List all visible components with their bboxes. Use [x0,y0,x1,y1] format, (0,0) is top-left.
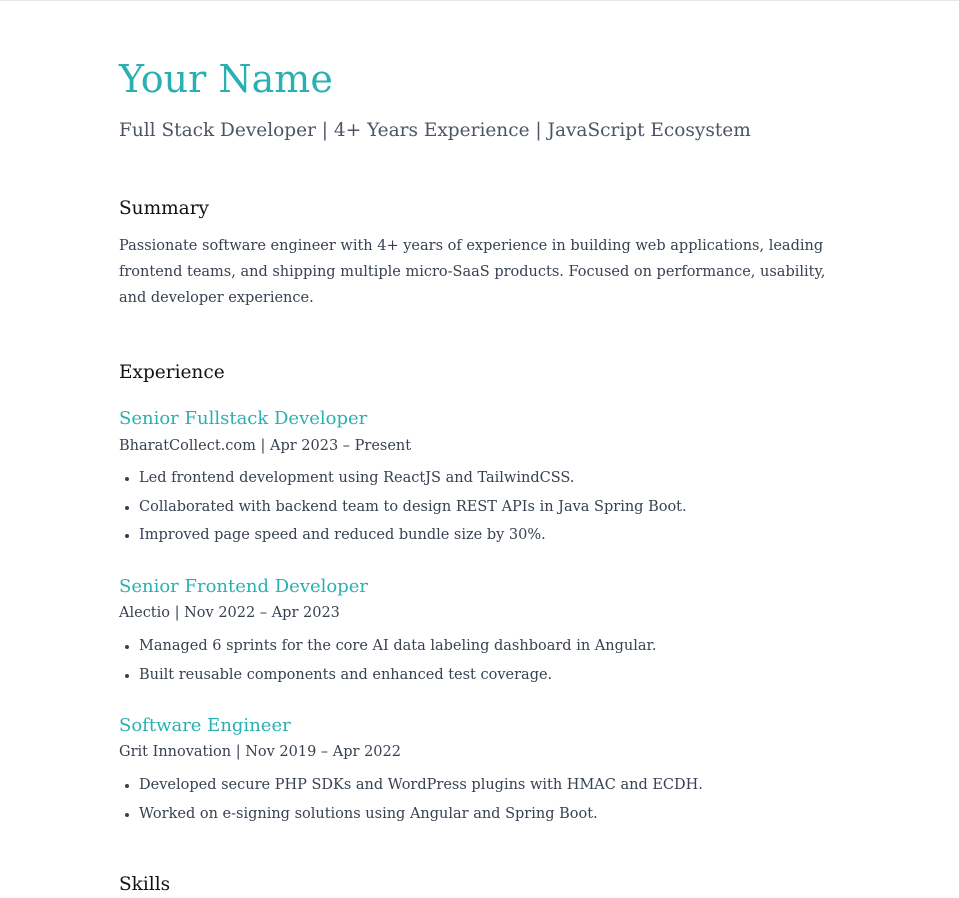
job-meta: Grit Innovation | Nov 2019 – Apr 2022 [119,744,401,760]
job-bullet: Led frontend development using ReactJS and TailwindCSS. [119,464,687,493]
top-divider [0,0,959,1]
job-bullet: Collaborated with backend team to design REST APIs in Java Spring Boot. [119,493,687,522]
job-meta: BharatCollect.com | Apr 2023 – Present [119,438,412,454]
job-bullets [119,771,703,828]
job-bullets [119,632,656,689]
job-bullet: Improved page speed and reduced bundle size by 30%. [119,521,687,550]
job-bullet: Managed 6 sprints for the core AI data labeling dashboard in Angular. [119,632,656,661]
job-meta: Alectio | Nov 2022 – Apr 2023 [119,605,340,621]
summary-text: Passionate software engineer with 4+ years of experience in building web applications, leading frontend teams, and shipping multiple micro-SaaS products. Focused on performance, usability, and developer experience. [119,238,826,306]
resume-name: Your Name [119,57,333,101]
summary-heading: Summary [119,198,209,219]
job-title: Software Engineer [119,715,291,736]
job-title: Senior Frontend Developer [119,576,369,597]
job-title: Senior Fullstack Developer [119,408,368,429]
job-bullet: Developed secure PHP SDKs and WordPress plugins with HMAC and ECDH. [119,771,703,800]
job-bullet: Worked on e-signing solutions using Angular and Spring Boot. [119,800,703,829]
experience-heading: Experience [119,362,225,383]
skills-heading: Skills [119,874,171,895]
job-bullet: Built reusable components and enhanced test coverage. [119,661,656,690]
resume-tagline: Full Stack Developer | 4+ Years Experience | JavaScript Ecosystem [119,120,751,141]
job-bullets [119,464,687,550]
